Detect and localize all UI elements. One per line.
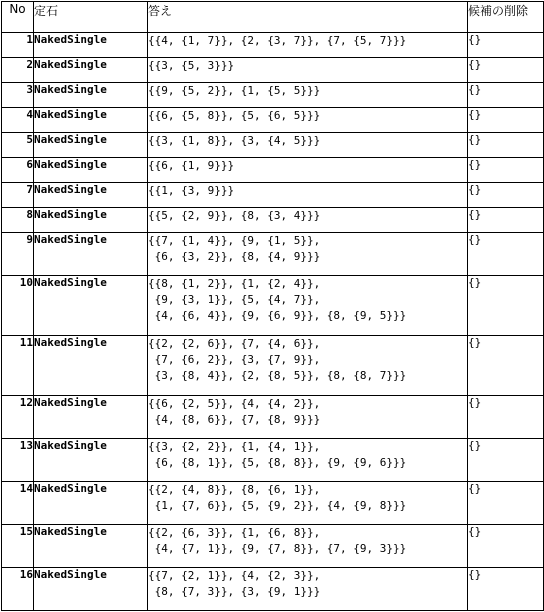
table-row	[2, 525, 544, 568]
answer-cell	[148, 233, 468, 276]
row-number: 1	[2, 33, 34, 58]
joseki-cell: NakedSingle	[34, 158, 148, 183]
answer-line: {{6, {5, 8}}, {5, {6, 5}}}	[148, 109, 321, 122]
answer-line: {{3, {1, 8}}, {3, {4, 5}}}	[148, 134, 321, 147]
joseki-cell: NakedSingle	[34, 108, 148, 133]
deletion-cell: {}	[468, 158, 544, 183]
answer-line: {{2, {6, 3}}, {1, {6, 8}},	[148, 526, 321, 539]
joseki-cell: NakedSingle	[34, 336, 148, 396]
answer-line: {{3, {2, 2}}, {1, {4, 1}},	[148, 440, 321, 453]
answer-line: {8, {7, 3}}, {3, {9, 1}}}	[148, 585, 321, 598]
row-number: 14	[2, 482, 34, 525]
joseki-cell: NakedSingle	[34, 58, 148, 83]
answer-cell	[148, 336, 468, 396]
deletion-cell: {}	[468, 336, 544, 396]
table-row	[2, 33, 544, 58]
table-row	[2, 568, 544, 611]
row-number: 15	[2, 525, 34, 568]
table-row	[2, 439, 544, 482]
answer-line: {6, {8, 1}}, {5, {8, 8}}, {9, {9, 6}}}	[148, 456, 407, 469]
answer-line: {7, {6, 2}}, {3, {7, 9}},	[148, 353, 321, 366]
answer-line: {6, {3, 2}}, {8, {4, 9}}}	[148, 250, 321, 263]
row-number: 6	[2, 158, 34, 183]
header-row	[2, 2, 544, 33]
table-row	[2, 208, 544, 233]
deletion-cell: {}	[468, 482, 544, 525]
answer-cell	[148, 133, 468, 158]
deletion-cell: {}	[468, 439, 544, 482]
joseki-cell: NakedSingle	[34, 83, 148, 108]
answer-line: {3, {8, 4}}, {2, {8, 5}}, {8, {8, 7}}}	[148, 369, 407, 382]
deletion-cell: {}	[468, 58, 544, 83]
header-no: No	[2, 2, 34, 33]
table-body	[2, 33, 544, 611]
answer-cell	[148, 83, 468, 108]
row-number: 7	[2, 183, 34, 208]
joseki-cell: NakedSingle	[34, 133, 148, 158]
deletion-cell: {}	[468, 396, 544, 439]
answer-cell	[148, 158, 468, 183]
table-row	[2, 396, 544, 439]
answer-cell	[148, 396, 468, 439]
table-row	[2, 233, 544, 276]
row-number: 11	[2, 336, 34, 396]
answer-line: {{8, {1, 2}}, {1, {2, 4}},	[148, 277, 321, 290]
deletion-cell: {}	[468, 233, 544, 276]
answer-line: {4, {8, 6}}, {7, {8, 9}}}	[148, 413, 321, 426]
answer-line: {{7, {1, 4}}, {9, {1, 5}},	[148, 234, 321, 247]
joseki-cell: NakedSingle	[34, 482, 148, 525]
header-joseki: 定石	[34, 2, 148, 33]
answer-cell	[148, 33, 468, 58]
joseki-cell: NakedSingle	[34, 208, 148, 233]
answer-line: {{2, {2, 6}}, {7, {4, 6}},	[148, 337, 321, 350]
answer-cell	[148, 58, 468, 83]
answer-line: {{6, {2, 5}}, {4, {4, 2}},	[148, 397, 321, 410]
row-number: 9	[2, 233, 34, 276]
joseki-cell: NakedSingle	[34, 233, 148, 276]
answer-line: {4, {6, 4}}, {9, {6, 9}}, {8, {9, 5}}}	[148, 309, 407, 322]
joseki-cell: NakedSingle	[34, 396, 148, 439]
naked-single-table	[1, 1, 544, 611]
answer-cell	[148, 525, 468, 568]
table-row	[2, 158, 544, 183]
answer-cell	[148, 482, 468, 525]
joseki-cell: NakedSingle	[34, 276, 148, 336]
row-number: 10	[2, 276, 34, 336]
deletion-cell: {}	[468, 83, 544, 108]
deletion-cell: {}	[468, 33, 544, 58]
joseki-cell: NakedSingle	[34, 439, 148, 482]
row-number: 5	[2, 133, 34, 158]
answer-line: {{5, {2, 9}}, {8, {3, 4}}}	[148, 209, 321, 222]
answer-line: {{4, {1, 7}}, {2, {3, 7}}, {7, {5, 7}}}	[148, 34, 407, 47]
answer-line: {{6, {1, 9}}}	[148, 159, 235, 172]
row-number: 16	[2, 568, 34, 611]
answer-line: {1, {7, 6}}, {5, {9, 2}}, {4, {9, 8}}}	[148, 499, 407, 512]
deletion-cell: {}	[468, 525, 544, 568]
row-number: 8	[2, 208, 34, 233]
answer-cell	[148, 208, 468, 233]
answer-line: {{3, {5, 3}}}	[148, 59, 235, 72]
deletion-cell: {}	[468, 183, 544, 208]
joseki-cell: NakedSingle	[34, 525, 148, 568]
row-number: 12	[2, 396, 34, 439]
answer-cell	[148, 183, 468, 208]
deletion-cell: {}	[468, 133, 544, 158]
deletion-cell: {}	[468, 568, 544, 611]
header-answer: 答え	[148, 2, 468, 33]
row-number: 2	[2, 58, 34, 83]
table-row	[2, 133, 544, 158]
answer-line: {{2, {4, 8}}, {8, {6, 1}},	[148, 483, 321, 496]
answer-line: {{7, {2, 1}}, {4, {2, 3}},	[148, 569, 321, 582]
answer-line: {{9, {5, 2}}, {1, {5, 5}}}	[148, 84, 321, 97]
answer-cell	[148, 108, 468, 133]
joseki-cell: NakedSingle	[34, 33, 148, 58]
table-row	[2, 108, 544, 133]
deletion-cell: {}	[468, 208, 544, 233]
deletion-cell: {}	[468, 108, 544, 133]
table-row	[2, 58, 544, 83]
answer-cell	[148, 568, 468, 611]
answer-cell	[148, 439, 468, 482]
answer-cell	[148, 276, 468, 336]
row-number: 13	[2, 439, 34, 482]
table-row	[2, 183, 544, 208]
header-deletion: 候補の削除	[468, 2, 544, 33]
row-number: 3	[2, 83, 34, 108]
table-row	[2, 83, 544, 108]
joseki-cell: NakedSingle	[34, 183, 148, 208]
answer-line: {{1, {3, 9}}}	[148, 184, 235, 197]
deletion-cell: {}	[468, 276, 544, 336]
table-row	[2, 336, 544, 396]
answer-line: {4, {7, 1}}, {9, {7, 8}}, {7, {9, 3}}}	[148, 542, 407, 555]
row-number: 4	[2, 108, 34, 133]
joseki-cell: NakedSingle	[34, 568, 148, 611]
answer-line: {9, {3, 1}}, {5, {4, 7}},	[148, 293, 321, 306]
table-row	[2, 482, 544, 525]
table-row	[2, 276, 544, 336]
